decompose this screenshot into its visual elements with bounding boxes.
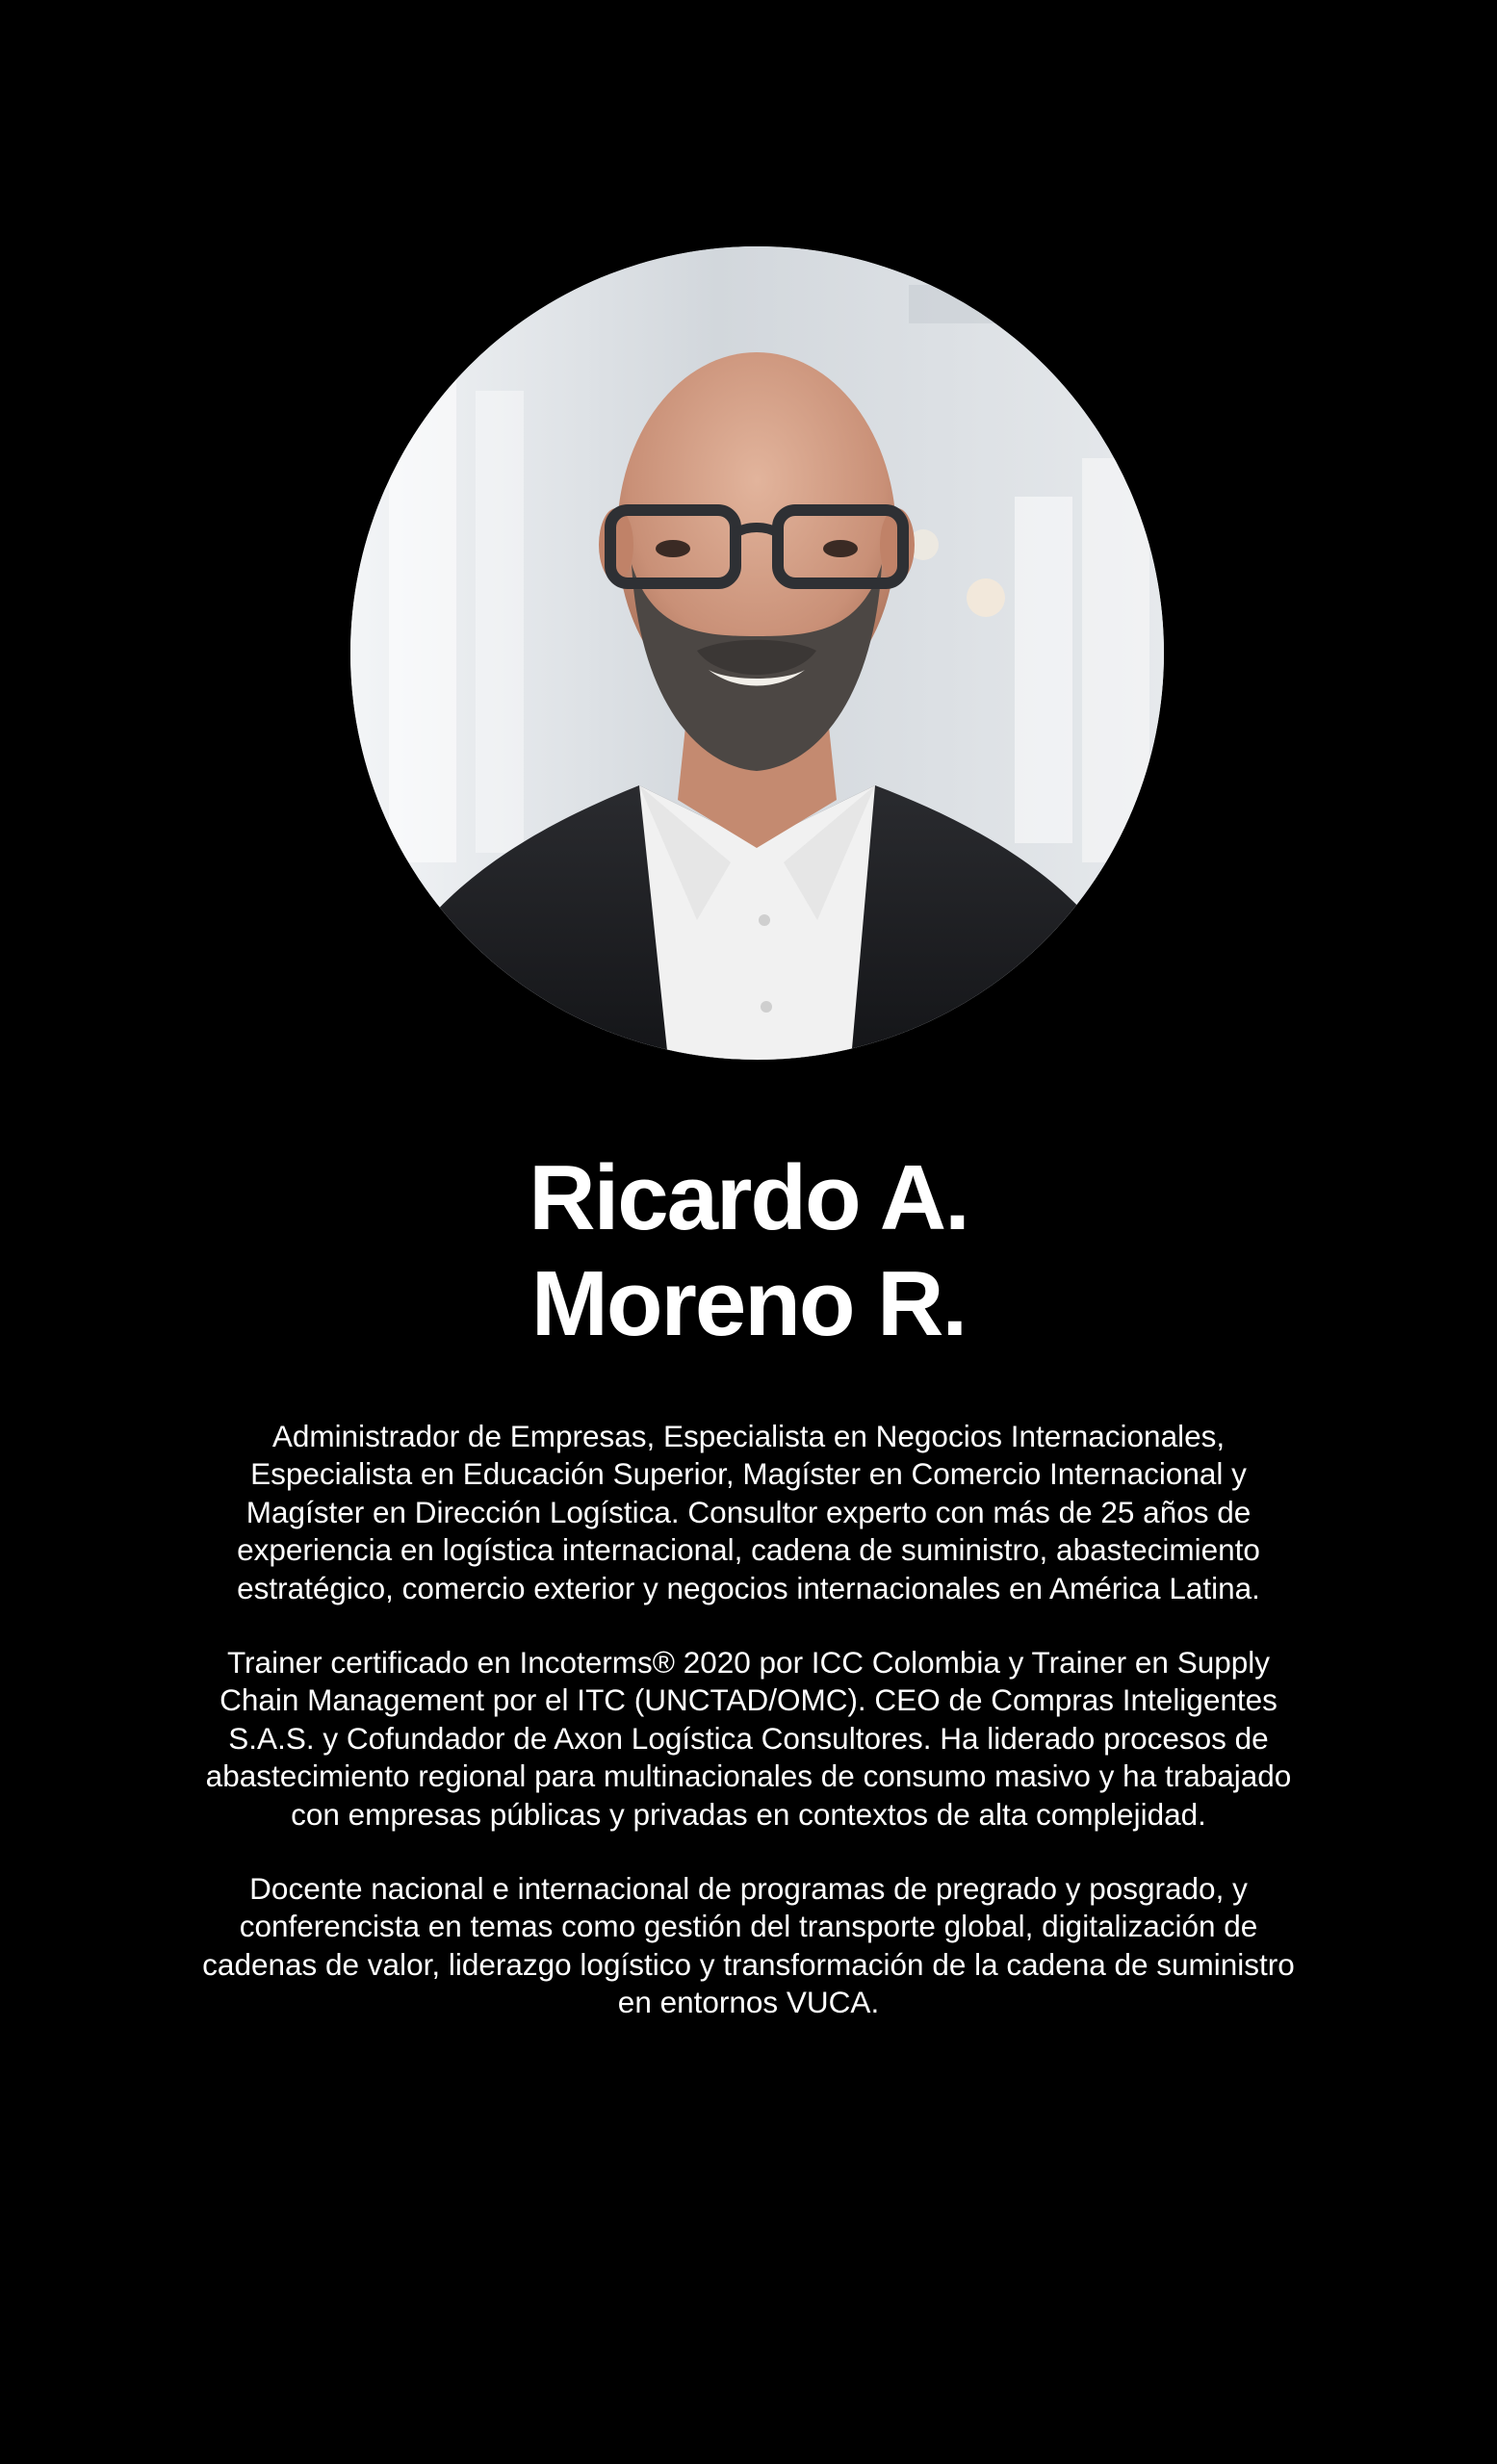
profile-name-line2: Moreno R. <box>530 1252 967 1355</box>
profile-name-line1: Ricardo A. <box>529 1146 968 1249</box>
profile-bio <box>197 1418 1300 2059</box>
bio-paragraph: Trainer certificado en Incoterms® 2020 por ICC Colombia y Trainer en Supply Chain Management por el ITC (UNCTAD/OMC). CEO de Compras Inteligentes S.A.S. y Cofundador de Axon Logística Consultores. Ha liderado procesos de abastecimiento regional para multinacionales de consumo masivo y ha trabajado con empresas públicas y privadas en contextos de alta complejidad. <box>205 1645 1292 1832</box>
profile-photo-illustration <box>350 246 1164 1060</box>
bio-paragraph: Administrador de Empresas, Especialista en Negocios Internacionales, Especialista en Educación Superior, Magíster en Comercio Internacional y Magíster en Dirección Logística. Consultor experto con más de 25 años de experiencia en logística internacional, cadena de suministro, abastecimiento estratégico, comercio exterior y negocios internacionales en América Latina. <box>237 1419 1260 1605</box>
bio-paragraph: Docente nacional e internacional de programas de pregrado y posgrado, y conferencista en temas como gestión del transporte global, digitalización de cadenas de valor, liderazgo logístico y transformación de la cadena de suministro en entornos VUCA. <box>202 1871 1295 2020</box>
profile-photo <box>350 246 1164 1060</box>
profile-name <box>289 1145 1208 1357</box>
